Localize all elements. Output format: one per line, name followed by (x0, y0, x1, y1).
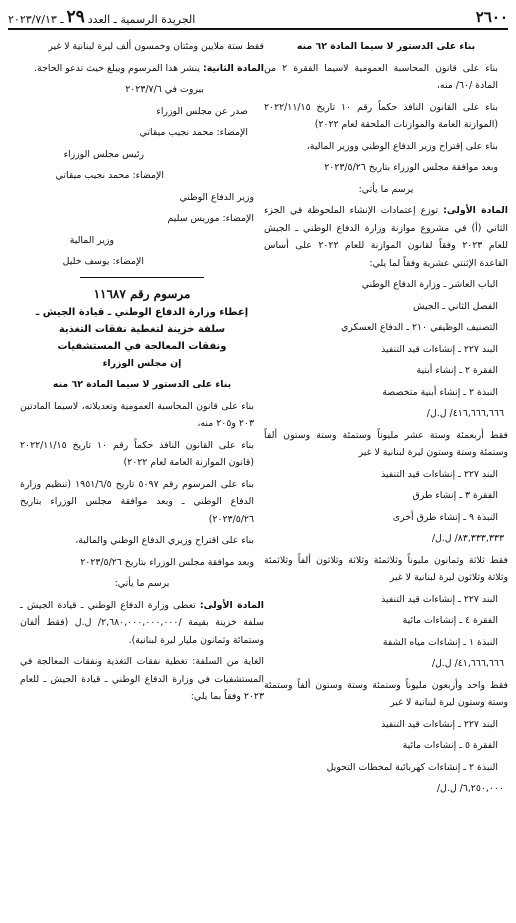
article-2-text: ينشر هذا المرسوم ويبلغ حيث تدعو الحاجة. (34, 62, 200, 74)
decree-subtitle: إعطاء وزارة الدفاع الوطني ـ قيادة الجيش ـ (35, 306, 249, 318)
budget-line: النبذة ٢ ـ إنشاءات كهربائية لمحطات التحويل (326, 761, 498, 773)
signatory-title: وزير الدفاع الوطني (179, 191, 254, 203)
budget-line: النبذة ١ ـ إنشاءات مياه الشفة (382, 636, 498, 648)
council-line: إن مجلس الوزراء (102, 357, 182, 369)
amount-words: فقط أربعمئة وستة عشر مليوناً وستمئة وستة وستون ألفاً وستمئة وستة وستون ليرة لبنانية لا غير (264, 429, 508, 458)
issued-by: صدر عن مجلس الوزراء (156, 105, 248, 117)
constitution-heading: بناء على الدستور لا سيما المادة ٦٢ منه (52, 379, 232, 390)
budget-line: النبذة ٩ ـ إنشاء طرق أخرى (392, 511, 498, 523)
preamble-5: وبعد موافقة مجلس الوزراء بتاريخ ٢٠٢٣/٥/٢٦ (80, 556, 254, 568)
purpose-text: الغاية من السلفة: تغطية نفقات التغذية ونفقات المعالجة في المستشفيات في وزارة الدفاع الوطني ـ قيادة الجيش ـ للعام ٢٠٢٣ وفقاً بما يلي: (20, 656, 264, 702)
budget-line: الفقرة ٣ ـ إنشاء طرق (412, 490, 498, 501)
signatory-title: رئيس مجلس الوزراء (63, 148, 144, 160)
budget-line: البند ٢٢٧ ـ إنشاءات قيد التنفيذ (381, 593, 498, 605)
page-number: ٢٦٠٠ (475, 8, 508, 26)
place-date: بيروت في ٢٠٢٣/٧/٦ (125, 84, 204, 95)
amount: /٨٣,٣٣٣,٣٣٣/ ل.ل (431, 533, 504, 544)
decree-title: مرسوم رقم ١١٦٨٧ (93, 286, 191, 301)
budget-line: الباب العاشر ـ وزارة الدفاع الوطني (361, 279, 498, 290)
budget-line: البند ٢٢٧ ـ إنشاءات قيد التنفيذ (381, 468, 498, 480)
amount-words: فقط ثلاثة وثمانون مليوناً وثلاثمئة وثلاثة وثلاثون ألفاً وثلاثمئة وثلاثة وثلاثون ليرة لبنانية لا غير (264, 554, 508, 583)
signature: الإمضاء: يوسف خليل (62, 256, 144, 267)
constitution-heading: بناء على الدستور لا سيما المادة ٦٢ منه (296, 41, 476, 52)
content-columns (8, 38, 508, 802)
signature: الإمضاء: محمد نجيب ميقاتي (55, 170, 164, 181)
amount-words: فقط ستة ملايين ومئتان وخمسون ألف ليرة لبنانية لا غير (48, 41, 264, 52)
article-1-text: توزع إعتمادات الإنشاء الملحوظة في الجزء الثاني (أ) في مشروع موازنة وزارة الدفاع الوطني ـ الجيش للعام ٢٠٢٣ وفقاً لقانون الموازنة للعام ٢٠٢٢ على أساس القاعدة الإثنتي عشرية وفقاً لما يلي: (264, 205, 509, 269)
page-header (8, 4, 508, 30)
budget-line: التصنيف الوظيفي ٢١٠ ـ الدفاع العسكري (340, 322, 498, 333)
article-2 (20, 60, 264, 78)
budget-line: الفقرة ٥ ـ إنشاءات مائية (402, 740, 498, 751)
preamble-4: بناء على اقتراح وزيري الدفاع الوطني والمالية، (75, 535, 254, 546)
budget-line: البند ٢٢٧ ـ إنشاءات قيد التنفيذ (381, 343, 498, 355)
amount: /٦,٢٥٠,٠٠٠/ ل.ل (436, 783, 504, 794)
issue-date: ـ ٢٠٢٣/٧/١٣ (8, 13, 64, 26)
preamble-4: وبعد موافقة مجلس الوزراء بتاريخ ٢٠٢٣/٥/٢٦ (324, 162, 498, 173)
right-column (264, 38, 508, 802)
budget-line: الفصل الثاني ـ الجيش (413, 300, 498, 312)
preamble-2: بناء على القانون النافذ حكماً رقم ١٠ تاريخ ٢٠٢٢/١١/١٥ (الموازنة العامة والموازنات الملحقة لعام ٢٠٢٢) (264, 101, 498, 130)
decree-subtitle: ونفقات المعالجة في المستشفيات (57, 340, 227, 352)
decrees-line: يرسم ما يأتي: (358, 183, 414, 195)
divider (80, 277, 204, 278)
issue-number: ٢٩ (66, 7, 85, 27)
preamble-3: بناء على إقتراح وزير الدفاع الوطني ووزير المالية، (306, 140, 498, 152)
signature: الإمضاء: موريس سليم (167, 213, 254, 224)
article-1-label: المادة الأولى : (443, 205, 508, 216)
preamble-1: بناء على قانون المحاسبة العمومية لاسيما الفقرة ٢ من المادة /٦٠/ منه، (264, 62, 498, 91)
amount-words: فقط واحد وأربعون مليوناً وستمئة وستة وستون ألفاً وستمئة وستة وستون ليرة لبنانية لا غير (264, 679, 508, 708)
gazette-title (8, 9, 195, 26)
article-1 (20, 597, 264, 650)
amount: /٤١٦,٦٦٦,٦٦٦/ ل.ل (426, 408, 504, 419)
article-1-text: تعطى وزارة الدفاع الوطني ـ قيادة الجيش ـ سلفة خزينة بقيمة /٢,٦٨٠,٠٠٠,٠٠٠,٠٠٠/ ل.ل (فقط ألفان وستمائة وثمانون مليار ليرة لبنانية). (20, 599, 264, 646)
article-1 (264, 202, 508, 272)
amount: /٤١,٦٦٦,٦٦٦/ ل.ل (431, 658, 504, 669)
preamble-3: بناء على المرسوم رقم ٥٠٩٧ تاريخ ١٩٥١/٦/٥ (تنظيم وزارة الدفاع الوطني ـ وبعد موافقة مجلس الوزراء بتاريخ ٢٠٢٣/٥/٢٦) (20, 478, 254, 525)
article-1-label: المادة الأولى : (200, 600, 264, 611)
budget-line: الفقرة ٤ ـ إنشاءات مائية (402, 615, 498, 626)
article-2-label: المادة الثانية : (203, 63, 264, 74)
decrees-line: يرسم ما يأتي: (114, 578, 170, 589)
preamble-2: بناء على القانون النافذ حكماً رقم ١٠ تاريخ ٢٠٢٢/١١/١٥ (قانون الموازنة العامة لعام ٢٠٢٢) (20, 439, 254, 468)
budget-line: البند ٢٢٧ ـ إنشاءات قيد التنفيذ (381, 718, 498, 730)
budget-line: النبذة ٢ ـ إنشاء أبنية متخصصة (382, 386, 498, 398)
decree-subtitle: سلفة خزينة لتغطية نفقات التغذية (58, 323, 226, 335)
signatory-title: وزير المالية (69, 234, 114, 246)
gazette-name: الجريدة الرسمية ـ العدد (87, 13, 196, 26)
signature: الإمضاء: محمد نجيب ميقاتي (139, 127, 248, 138)
preamble-1: بناء على قانون المحاسبة العمومية وتعديلاته، لاسيما المادتين ٢٠٣ و٢٠٥ منه، (20, 400, 254, 429)
left-column (20, 38, 264, 802)
budget-line: الفقرة ٢ ـ إنشاء أبنية (416, 365, 498, 376)
